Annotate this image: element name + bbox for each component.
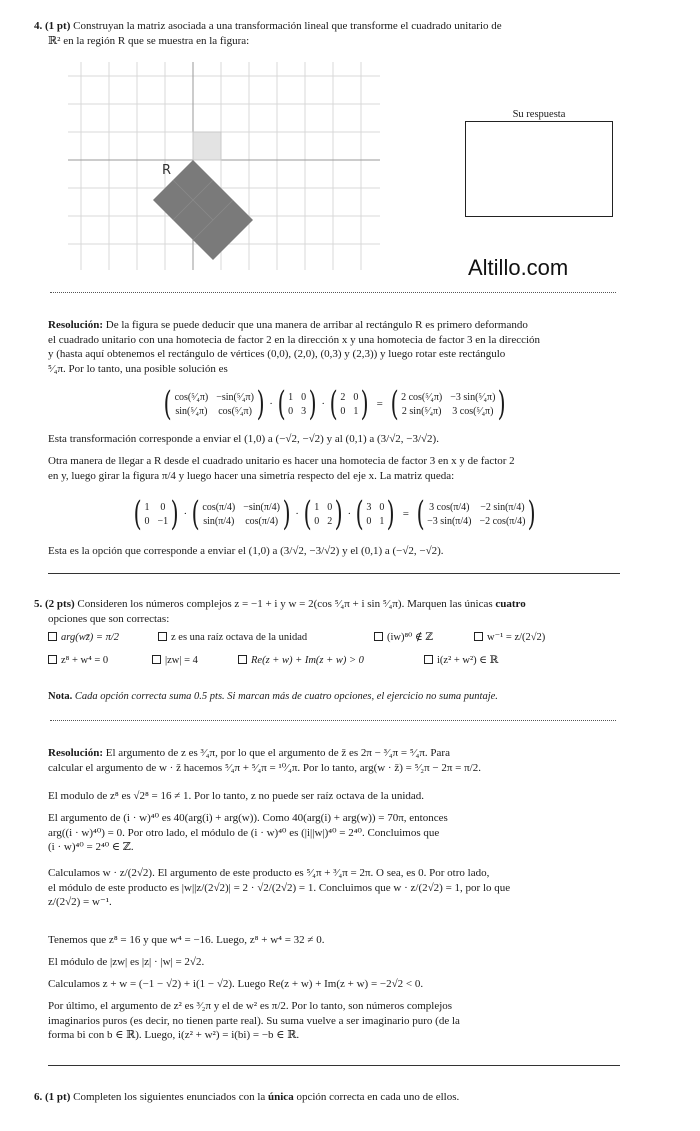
matrix: ( cos(⁵⁄₄π) −sin(⁵⁄₄π) sin(⁵⁄₄π) cos(⁵⁄₄π) ) (163, 384, 265, 424)
q5-solution-1: Resolución: El argumento de z es ³⁄₄π, por lo que el argumento de z̄ es 2π − ³⁄₄π = ⁵⁄₄π. Para calcular el argumento de w · z̄ hacemos ⁵⁄₄π + ⁵⁄₄π = ¹⁰⁄₄π. Por lo tanto, arg(w · z̄) = ⁵⁄₂π − 2π = π/2. (48, 747, 481, 774)
option-checkbox[interactable]: arg(wz̄) = π/2 (48, 631, 119, 645)
checkbox-icon[interactable] (424, 655, 433, 664)
q5-solution-4: Calculamos w · z/(2√2). El argumento de este producto es ⁵⁄₄π + ³⁄₄π = 2π. O sea, es 0. Por otro lado, el módulo de este producto es |w||z/(2√2)| = 2 · √2/(2√2) = 1. Concluimos que w · z/(2√2) = 1, por lo que z/(2√2) = w⁻¹. (48, 867, 511, 909)
checkbox-icon[interactable] (48, 655, 57, 664)
matrix: ( 2 0 0 1 ) (329, 384, 369, 424)
q4-solution-heading: Resolución: (48, 319, 103, 331)
q5-points: (2 pts) (45, 598, 75, 610)
option-checkbox[interactable]: w⁻¹ = z/(2√2) (474, 631, 545, 645)
equals-operator: = (376, 398, 383, 410)
q5-solution-7: Calculamos z + w = (−1 − √2) + i(1 − √2). Luego Re(z + w) + Im(z + w) = −2√2 < 0. (48, 978, 424, 990)
dot-operator: · (321, 398, 326, 410)
matrix: ( 3 0 0 1 ) (355, 494, 396, 534)
equals-operator: = (402, 508, 409, 520)
q6-number: 6. (34, 1091, 43, 1103)
q4-sol-line: Esta es la opción que corresponde a enviar el (1,0) a (3/√2, −3/√2) y el (0,1) a (−√2, −√2). (48, 545, 444, 557)
q4-figure (68, 62, 380, 270)
q5-number: 5. (34, 598, 43, 610)
q5-note (48, 690, 628, 704)
checkbox-icon[interactable] (374, 632, 383, 641)
q5-solution-8: Por último, el argumento de z² es ³⁄₂π y el de w² es π/2. Por lo tanto, son números complejos imaginarios puros (es decir, no tienen parte real). Su suma vuelve a ser imaginario puro (de la forma bi con b ∈ ℝ). Luego, i(z² + w²) = i(bi) = −b ∈ ℝ. (48, 1000, 460, 1042)
q4-sol-line: el cuadrado unitario con una homotecia de factor 2 en la dirección x y una homotecia de factor 3 en la dirección (48, 333, 541, 346)
note-label: Nota. (48, 691, 73, 702)
q4-sol-line: y (hasta aquí obtenemos el rectángulo de vértices (0,0), (2,0), (0,3) y (2,3)) y luego rotar este rectángulo (48, 348, 506, 361)
option-checkbox[interactable]: Re(z + w) + Im(z + w) > 0 (238, 654, 364, 668)
watermark: Altillo.com (468, 255, 569, 280)
q4-sol-line: De la figura se puede deducir que una manera de arribar al rectángulo R es primero deformando (105, 319, 528, 331)
matrix: ( 1 0 0 3 ) (277, 384, 317, 424)
q4-prompt (34, 19, 664, 48)
option-checkbox[interactable]: |zw| = 4 (152, 654, 198, 668)
matrix: ( cos(π/4) −sin(π/4) sin(π/4) cos(π/4) ) (191, 494, 291, 534)
region-label: R (162, 163, 172, 178)
answer-dotted-line (50, 720, 616, 721)
option-checkbox[interactable]: i(z² + w²) ∈ ℝ (424, 654, 498, 668)
q6-prompt: 6. (1 pt) Completen los siguientes enunciados con la única opción correcta en cada uno de ellos. (34, 1091, 460, 1103)
answer-label: Su respuesta (512, 109, 566, 120)
q5-solution-3: El argumento de (i · w)⁴⁰ es 40(arg(i) + arg(w)). Como 40(arg(i) + arg(w)) = 70π, entonces arg((i · w)⁴⁰) = 0. Por otro lado, el módulo de (i · w)⁴⁰ es (|i||w|)⁴⁰ = 2⁴⁰. Concluimos que (i · w)⁴⁰ = 2⁴⁰ ∈ ℤ. (48, 812, 448, 854)
q5-solution-heading: Resolución: (48, 747, 103, 759)
option-checkbox[interactable]: z⁸ + w⁴ = 0 (48, 654, 108, 668)
q6-points: (1 pt) (45, 1091, 71, 1103)
dot-operator: · (295, 508, 299, 520)
q4-solution (48, 318, 620, 376)
q4-equation-1 (40, 386, 630, 422)
matrix: ( 3 cos(π/4) −2 sin(π/4) −3 sin(π/4) −2 cos(π/4) ) (416, 494, 537, 534)
checkbox-icon[interactable] (158, 632, 167, 641)
q4-points: (1 pt) (45, 20, 71, 32)
unit-square (193, 132, 221, 160)
checkbox-icon[interactable] (152, 655, 161, 664)
answer-box[interactable] (465, 121, 613, 217)
q4-number: 4. (34, 20, 43, 32)
q4-solution-alt: Otra manera de llegar a R desde el cuadrado unitario es hacer una homotecia de factor 3 en x y de factor 2 en y, luego girar la figura π/4 y luego hacer una simetría respecto del eje x. La matriz queda: (48, 455, 515, 482)
dot-operator: · (183, 508, 188, 520)
matrix: ( 1 0 0 −1 ) (133, 494, 179, 534)
section-divider (48, 573, 620, 574)
q4-sol-line: ⁵⁄₄π. Por lo tanto, una posible solución es (48, 362, 228, 375)
dot-operator: · (347, 508, 352, 520)
answer-dotted-line (50, 292, 616, 293)
q5-solution-5: Tenemos que z⁸ = 16 y que w⁴ = −16. Luego, z⁸ + w⁴ = 32 ≠ 0. (48, 934, 325, 946)
q4-sol-line: Esta transformación corresponde a enviar el (1,0) a (−√2, −√2) y al (0,1) a (3/√2, −3/√2). (48, 433, 439, 445)
q5-solution-6: El módulo de |zw| es |z| · |w| = 2√2. (48, 956, 205, 968)
matrix: ( 1 0 0 2 ) (303, 494, 343, 534)
q4-equation-2 (40, 496, 630, 532)
section-divider (48, 1065, 620, 1066)
option-checkbox[interactable]: z es una raíz octava de la unidad (158, 631, 307, 645)
dot-operator: · (269, 398, 273, 410)
option-checkbox[interactable]: (iw)⁸⁰ ∉ ℤ (374, 631, 433, 645)
matrix: ( 2 cos(⁵⁄₄π) −3 sin(⁵⁄₄π) 2 sin(⁵⁄₄π) 3 cos(⁵⁄₄π) ) (390, 384, 507, 424)
q5-solution-2: El modulo de z⁸ es √2⁸ = 16 ≠ 1. Por lo tanto, z no puede ser raíz octava de la unidad. (48, 790, 425, 802)
q4-prompt-line-b: ℝ² en la región R que se muestra en la figura: (48, 34, 250, 47)
q5-prompt: 5. (2 pts) Consideren los números complejos z = −1 + i y w = 2(cos ⁵⁄₄π + i sin ⁵⁄₄π). Marquen las únicas cuatro opciones que son correctas: (34, 598, 526, 625)
checkbox-icon[interactable] (48, 632, 57, 641)
checkbox-icon[interactable] (238, 655, 247, 664)
checkbox-icon[interactable] (474, 632, 483, 641)
note-text: Cada opción correcta suma 0.5 pts. Si marcan más de cuatro opciones, el ejercicio no suma puntaje. (74, 691, 498, 702)
q4-prompt-line-a: Construyan la matriz asociada a una transformación lineal que transforme el cuadrado unitario de (73, 20, 502, 32)
